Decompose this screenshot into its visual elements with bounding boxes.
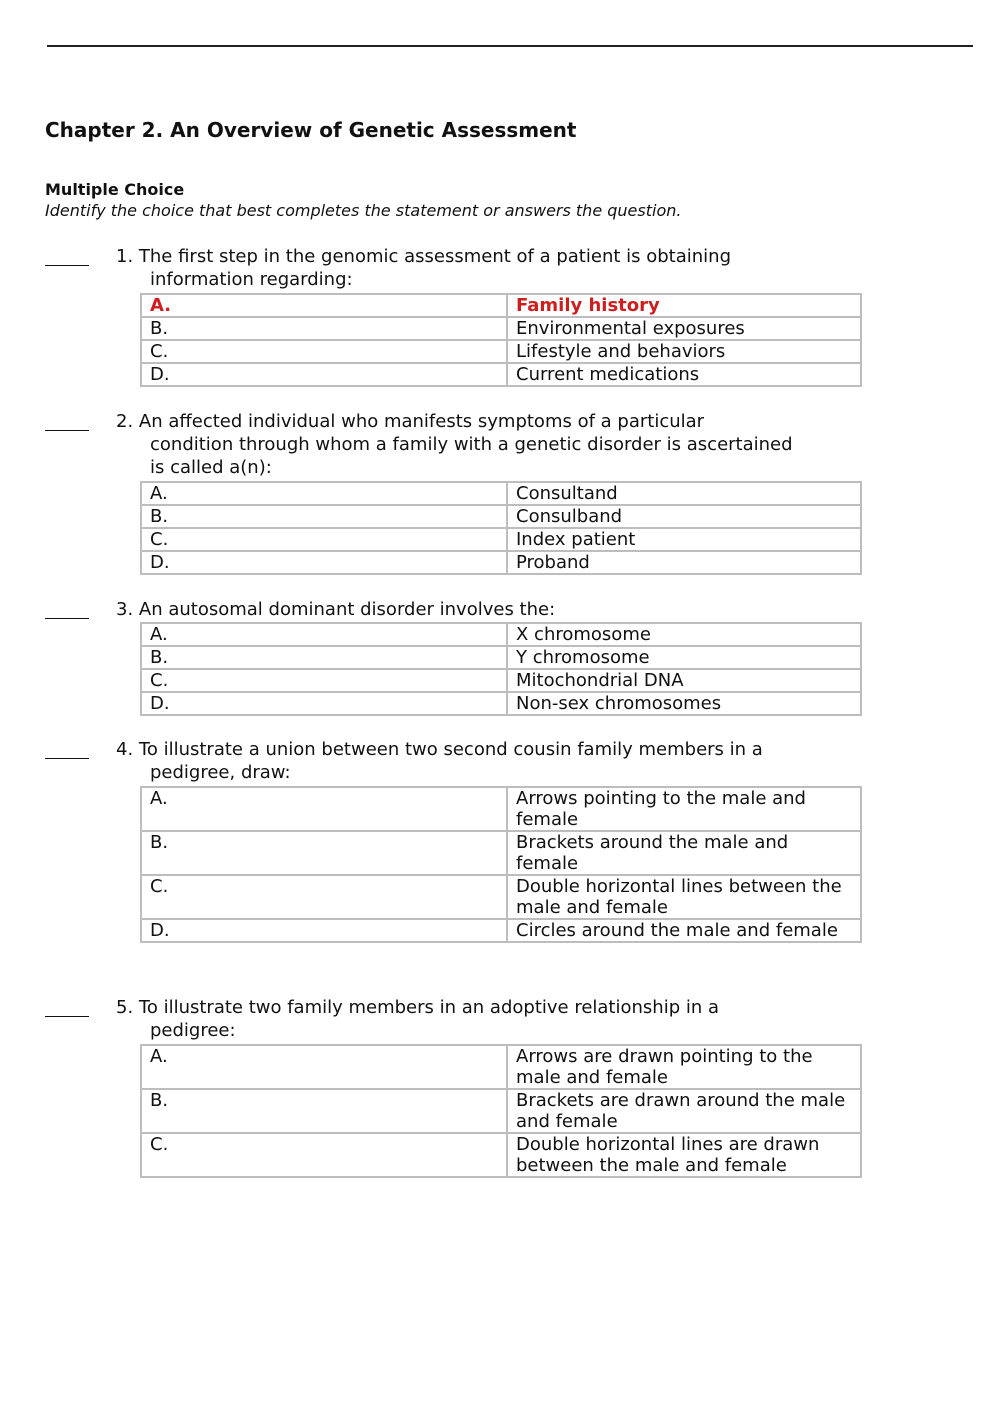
answer-blank[interactable] xyxy=(45,618,89,619)
choice-text: Y chromosome xyxy=(507,646,861,669)
choice-letter: C. xyxy=(141,340,507,363)
choice-text: Index patient xyxy=(507,528,861,551)
choice-letter: A. xyxy=(141,787,507,831)
choice-text: X chromosome xyxy=(507,623,861,646)
choice-text: Brackets are drawn around the male and female xyxy=(507,1089,861,1133)
choice-text: Mitochondrial DNA xyxy=(507,669,861,692)
choice-text: Lifestyle and behaviors xyxy=(507,340,861,363)
choice-row[interactable] xyxy=(141,692,861,715)
choice-text: Arrows are drawn pointing to the male and female xyxy=(507,1045,861,1089)
question-line: pedigree: xyxy=(150,1020,236,1041)
choice-text: Arrows pointing to the male and female xyxy=(507,787,861,831)
question-line: condition through whom a family with a genetic disorder is ascertained xyxy=(150,434,793,455)
section-title: Multiple Choice xyxy=(45,180,185,199)
choice-row[interactable] xyxy=(141,317,861,340)
question-text xyxy=(116,738,876,784)
question-line: pedigree, draw: xyxy=(150,762,291,783)
choice-letter: B. xyxy=(141,831,507,875)
choices-table xyxy=(140,1044,862,1178)
choice-letter: D. xyxy=(141,551,507,574)
choice-row[interactable] xyxy=(141,1045,861,1089)
question-text xyxy=(116,245,876,291)
choice-row[interactable] xyxy=(141,551,861,574)
choice-row[interactable] xyxy=(141,340,861,363)
choice-row[interactable] xyxy=(141,623,861,646)
choice-text: Family history xyxy=(507,294,861,317)
choice-text: Consulband xyxy=(507,505,861,528)
question-text xyxy=(116,598,876,621)
answer-blank[interactable] xyxy=(45,265,89,266)
choices-table xyxy=(140,481,862,575)
choice-letter: C. xyxy=(141,669,507,692)
choice-row[interactable] xyxy=(141,505,861,528)
question-text xyxy=(116,996,876,1042)
choice-text: Double horizontal lines between the male and female xyxy=(507,875,861,919)
choice-text: Environmental exposures xyxy=(507,317,861,340)
question-line: 4. To illustrate a union between two second cousin family members in a xyxy=(116,739,763,760)
choice-letter: D. xyxy=(141,919,507,942)
choice-letter: D. xyxy=(141,363,507,386)
choice-text: Double horizontal lines are drawn between the male and female xyxy=(507,1133,861,1177)
question-text xyxy=(116,410,876,479)
choice-letter: A. xyxy=(141,623,507,646)
choice-row[interactable] xyxy=(141,875,861,919)
choice-text: Brackets around the male and female xyxy=(507,831,861,875)
question-line: 3. An autosomal dominant disorder involves the: xyxy=(116,599,556,620)
choice-row[interactable] xyxy=(141,1133,861,1177)
choice-letter: B. xyxy=(141,505,507,528)
choice-letter: C. xyxy=(141,875,507,919)
choice-letter: A. xyxy=(141,1045,507,1089)
answer-blank[interactable] xyxy=(45,1016,89,1017)
choice-row[interactable] xyxy=(141,787,861,831)
question-line: information regarding: xyxy=(150,269,353,290)
choice-letter: A. xyxy=(141,482,507,505)
choice-row[interactable] xyxy=(141,646,861,669)
choice-row[interactable] xyxy=(141,919,861,942)
instructions: Identify the choice that best completes the statement or answers the question. xyxy=(45,201,682,220)
choice-row[interactable] xyxy=(141,669,861,692)
top-rule xyxy=(47,45,973,47)
choice-row[interactable] xyxy=(141,1089,861,1133)
choice-letter: D. xyxy=(141,692,507,715)
choices-table xyxy=(140,293,862,387)
choice-letter: C. xyxy=(141,528,507,551)
choice-letter: C. xyxy=(141,1133,507,1177)
choice-row[interactable] xyxy=(141,482,861,505)
question-line: 1. The first step in the genomic assessment of a patient is obtaining xyxy=(116,246,731,267)
choice-row[interactable] xyxy=(141,528,861,551)
chapter-title: Chapter 2. An Overview of Genetic Assessment xyxy=(45,118,577,142)
choices-table xyxy=(140,786,862,943)
question-line: 5. To illustrate two family members in an adoptive relationship in a xyxy=(116,997,720,1018)
answer-blank[interactable] xyxy=(45,758,89,759)
choices-table xyxy=(140,622,862,716)
choice-text: Current medications xyxy=(507,363,861,386)
choice-text: Non-sex chromosomes xyxy=(507,692,861,715)
choice-letter: B. xyxy=(141,646,507,669)
choice-row[interactable] xyxy=(141,831,861,875)
question-line: is called a(n): xyxy=(150,457,272,478)
choice-text: Circles around the male and female xyxy=(507,919,861,942)
choice-text: Proband xyxy=(507,551,861,574)
choice-letter: B. xyxy=(141,1089,507,1133)
answer-blank[interactable] xyxy=(45,430,89,431)
choice-row[interactable] xyxy=(141,294,861,317)
question-line: 2. An affected individual who manifests symptoms of a particular xyxy=(116,411,705,432)
choice-text: Consultand xyxy=(507,482,861,505)
choice-letter: B. xyxy=(141,317,507,340)
choice-row[interactable] xyxy=(141,363,861,386)
choice-letter: A. xyxy=(141,294,507,317)
